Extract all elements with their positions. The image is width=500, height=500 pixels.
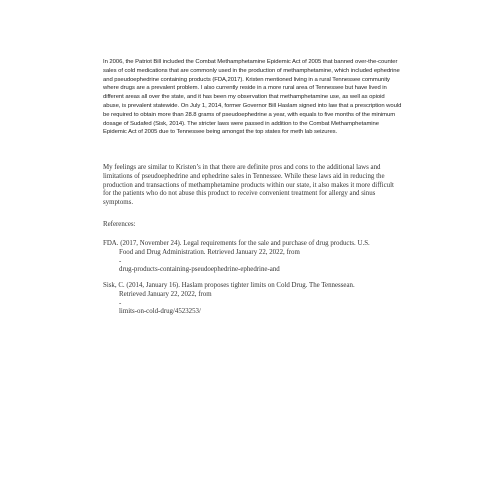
reference-dash: - <box>119 257 122 265</box>
reference-link[interactable]: drug-products-containing-pseudoephedrine-ephedrine-and <box>119 265 280 273</box>
body-paragraph-1: In 2006, the Patriot Bill included the Combat Methamphetamine Epidemic Act of 2005 that banned over-the-counter sales of cold medications that are commonly used in the production of methamphetamine, which included ephedrine and pseudoephedrine containing products (FDA,2017). Kristen mentioned living in a rural Tennessee community where drugs are a prevalent problem. I also currently reside in a more rural area of Tennessee but have lived in different areas all over the state, and it has been my observation that methamphetamine use, as well as opioid abuse, is prevalent statewide. On July 1, 2014, former Governor Bill Haslam signed into law that a prescription would be required to obtain more than 28.8 grams of pseudoephedrine a year, with equals to five months of the minimum dosage of Sudafed (Sisk, 2014). The stricter laws were passed in addition to the Combat Methamphetamine Epidemic Act of 2005 due to Tennessee being amongst the top states for meth lab seizures. <box>103 59 402 136</box>
reference-entry <box>103 282 403 316</box>
reference-entry <box>103 240 403 274</box>
reference-second-line: Food and Drug Administration. Retrieved January 22, 2022, from <box>119 248 300 256</box>
reference-first-line: Sisk, C. (2014, January 16). Haslam proposes tighter limits on Cold Drug. The Tennessean. <box>103 282 355 289</box>
references-heading: References: <box>103 221 136 228</box>
reference-dash: - <box>119 299 122 307</box>
body-paragraph-2: My feelings are similar to Kristen’s in that there are definite pros and cons to the additional laws and limitations of pseudoephedrine and ephedrine sales in Tennessee. While these laws aid in reducing the production and transactions of methamphetamine products within our state, it also makes it more difficult for the patients who do not abuse this product to receive convenient treatment for allergy and sinus symptoms. <box>103 164 394 207</box>
reference-first-line: FDA. (2017, November 24). Legal requirements for the sale and purchase of drug products. U.S. <box>103 240 370 247</box>
reference-second-line: Retrieved January 22, 2022, from <box>119 290 212 298</box>
reference-link[interactable]: limits-on-cold-drug/4523253/ <box>119 307 201 315</box>
